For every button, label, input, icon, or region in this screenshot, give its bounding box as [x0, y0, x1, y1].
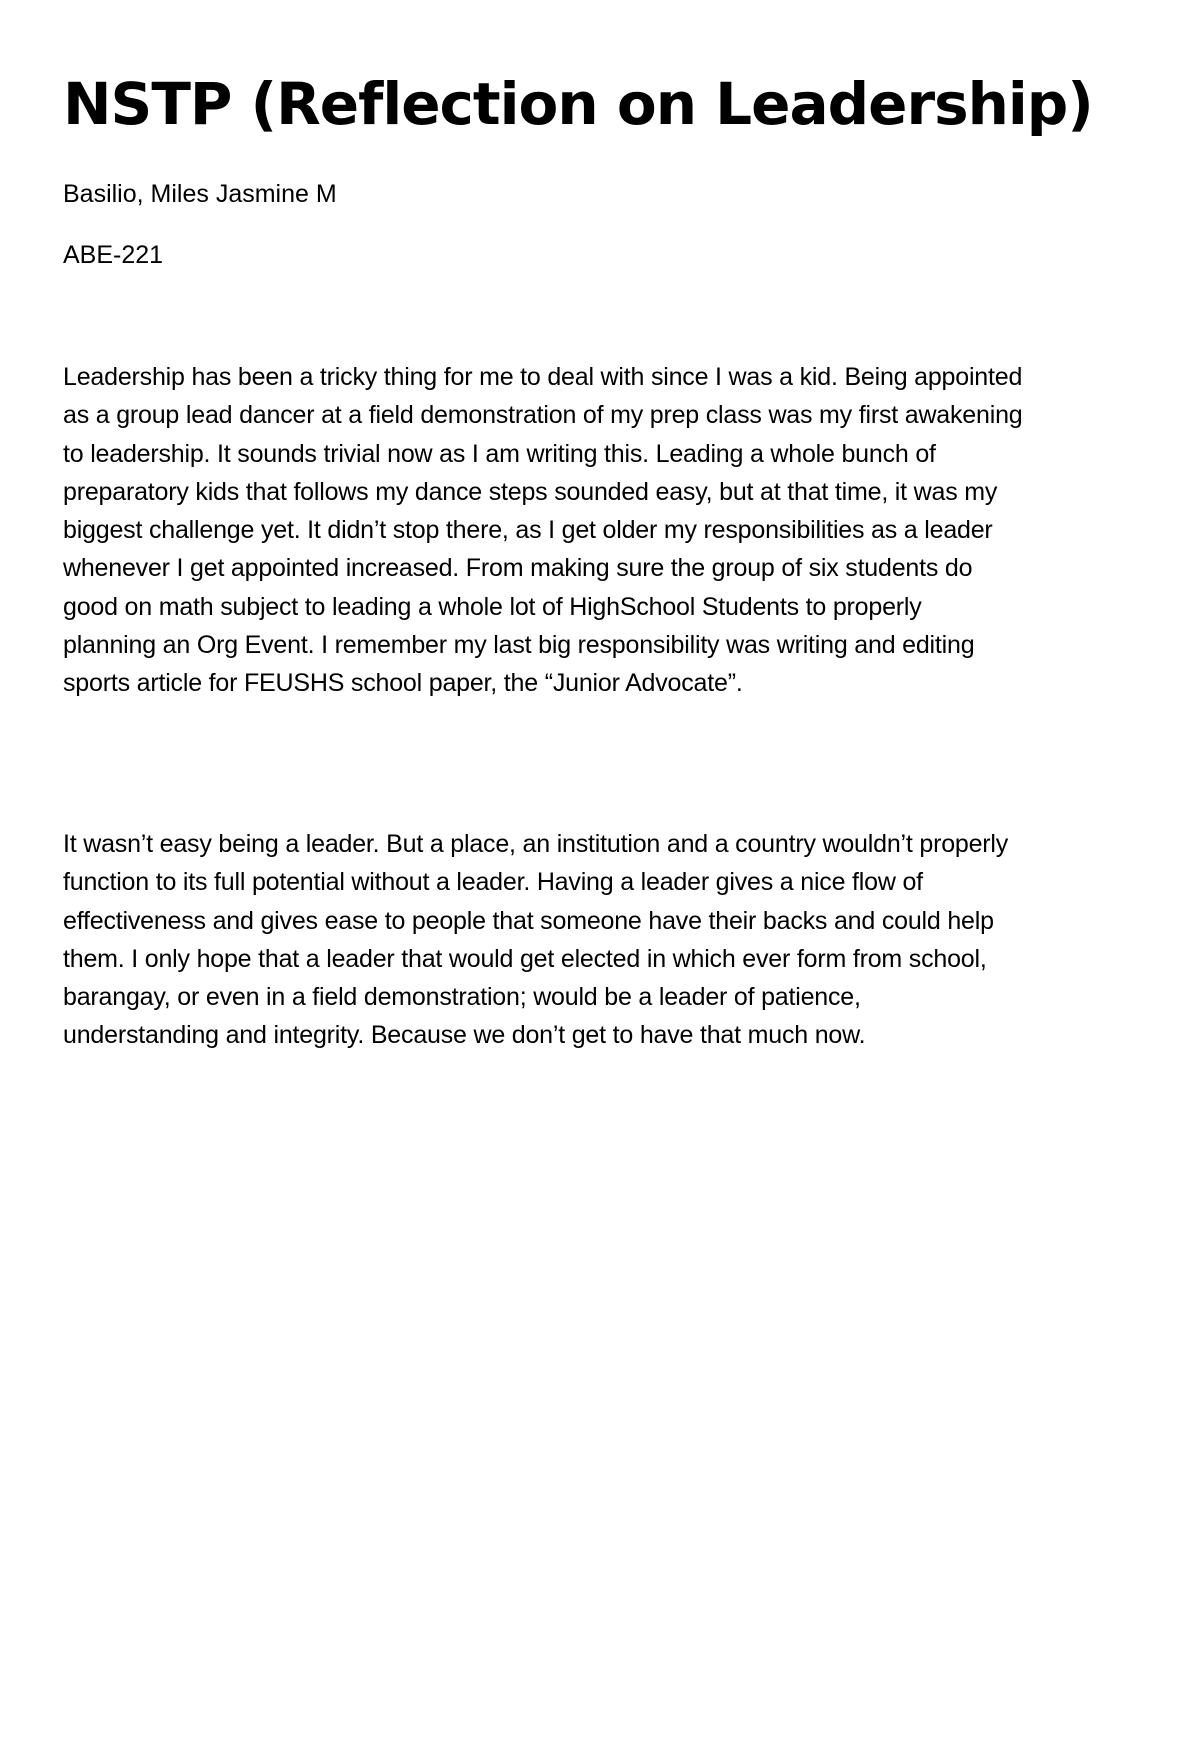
paragraph-line: planning an Org Event. I remember my last big responsibility was writing and editing [63, 631, 975, 660]
paragraph-line: sports article for FEUSHS school paper, the “Junior Advocate”. [63, 669, 743, 698]
paragraph-2 [63, 825, 1143, 1055]
paragraph-line: whenever I get appointed increased. From making sure the group of six students do [63, 554, 973, 583]
paragraph-line: Leadership has been a tricky thing for me to deal with since I was a kid. Being appointed [63, 363, 1023, 391]
paragraph-line: as a group lead dancer at a field demonstration of my prep class was my first awakening [63, 401, 1023, 430]
paragraph-line: biggest challenge yet. It didn’t stop there, as I get older my responsibilities as a leader [63, 516, 993, 545]
paragraph-line: to leadership. It sounds trivial now as I am writing this. Leading a whole bunch of [63, 439, 936, 468]
author-name: Basilio, Miles Jasmine M [63, 180, 337, 208]
paragraph-line: effectiveness and gives ease to people that someone have their backs and could help [63, 906, 994, 935]
paragraph-1 [63, 358, 1143, 703]
paragraph-line: barangay, or even in a field demonstration; would be a leader of patience, [63, 983, 861, 1012]
paragraph-line: good on math subject to leading a whole lot of HighSchool Students to properly [63, 592, 922, 621]
paragraph-line: preparatory kids that follows my dance steps sounded easy, but at that time, it was my [63, 477, 998, 506]
paragraph-line: them. I only hope that a leader that would get elected in which ever form from school, [63, 944, 987, 973]
class-section: ABE-221 [63, 241, 164, 269]
paragraph-line: function to its full potential without a leader. Having a leader gives a nice flow of [63, 868, 923, 897]
paragraph-line: understanding and integrity. Because we don’t get to have that much now. [63, 1021, 866, 1050]
document-title: NSTP (Reflection on Leadership) [63, 70, 1093, 138]
paragraph-line: It wasn’t easy being a leader. But a place, an institution and a country wouldn’t properly [63, 830, 1009, 858]
